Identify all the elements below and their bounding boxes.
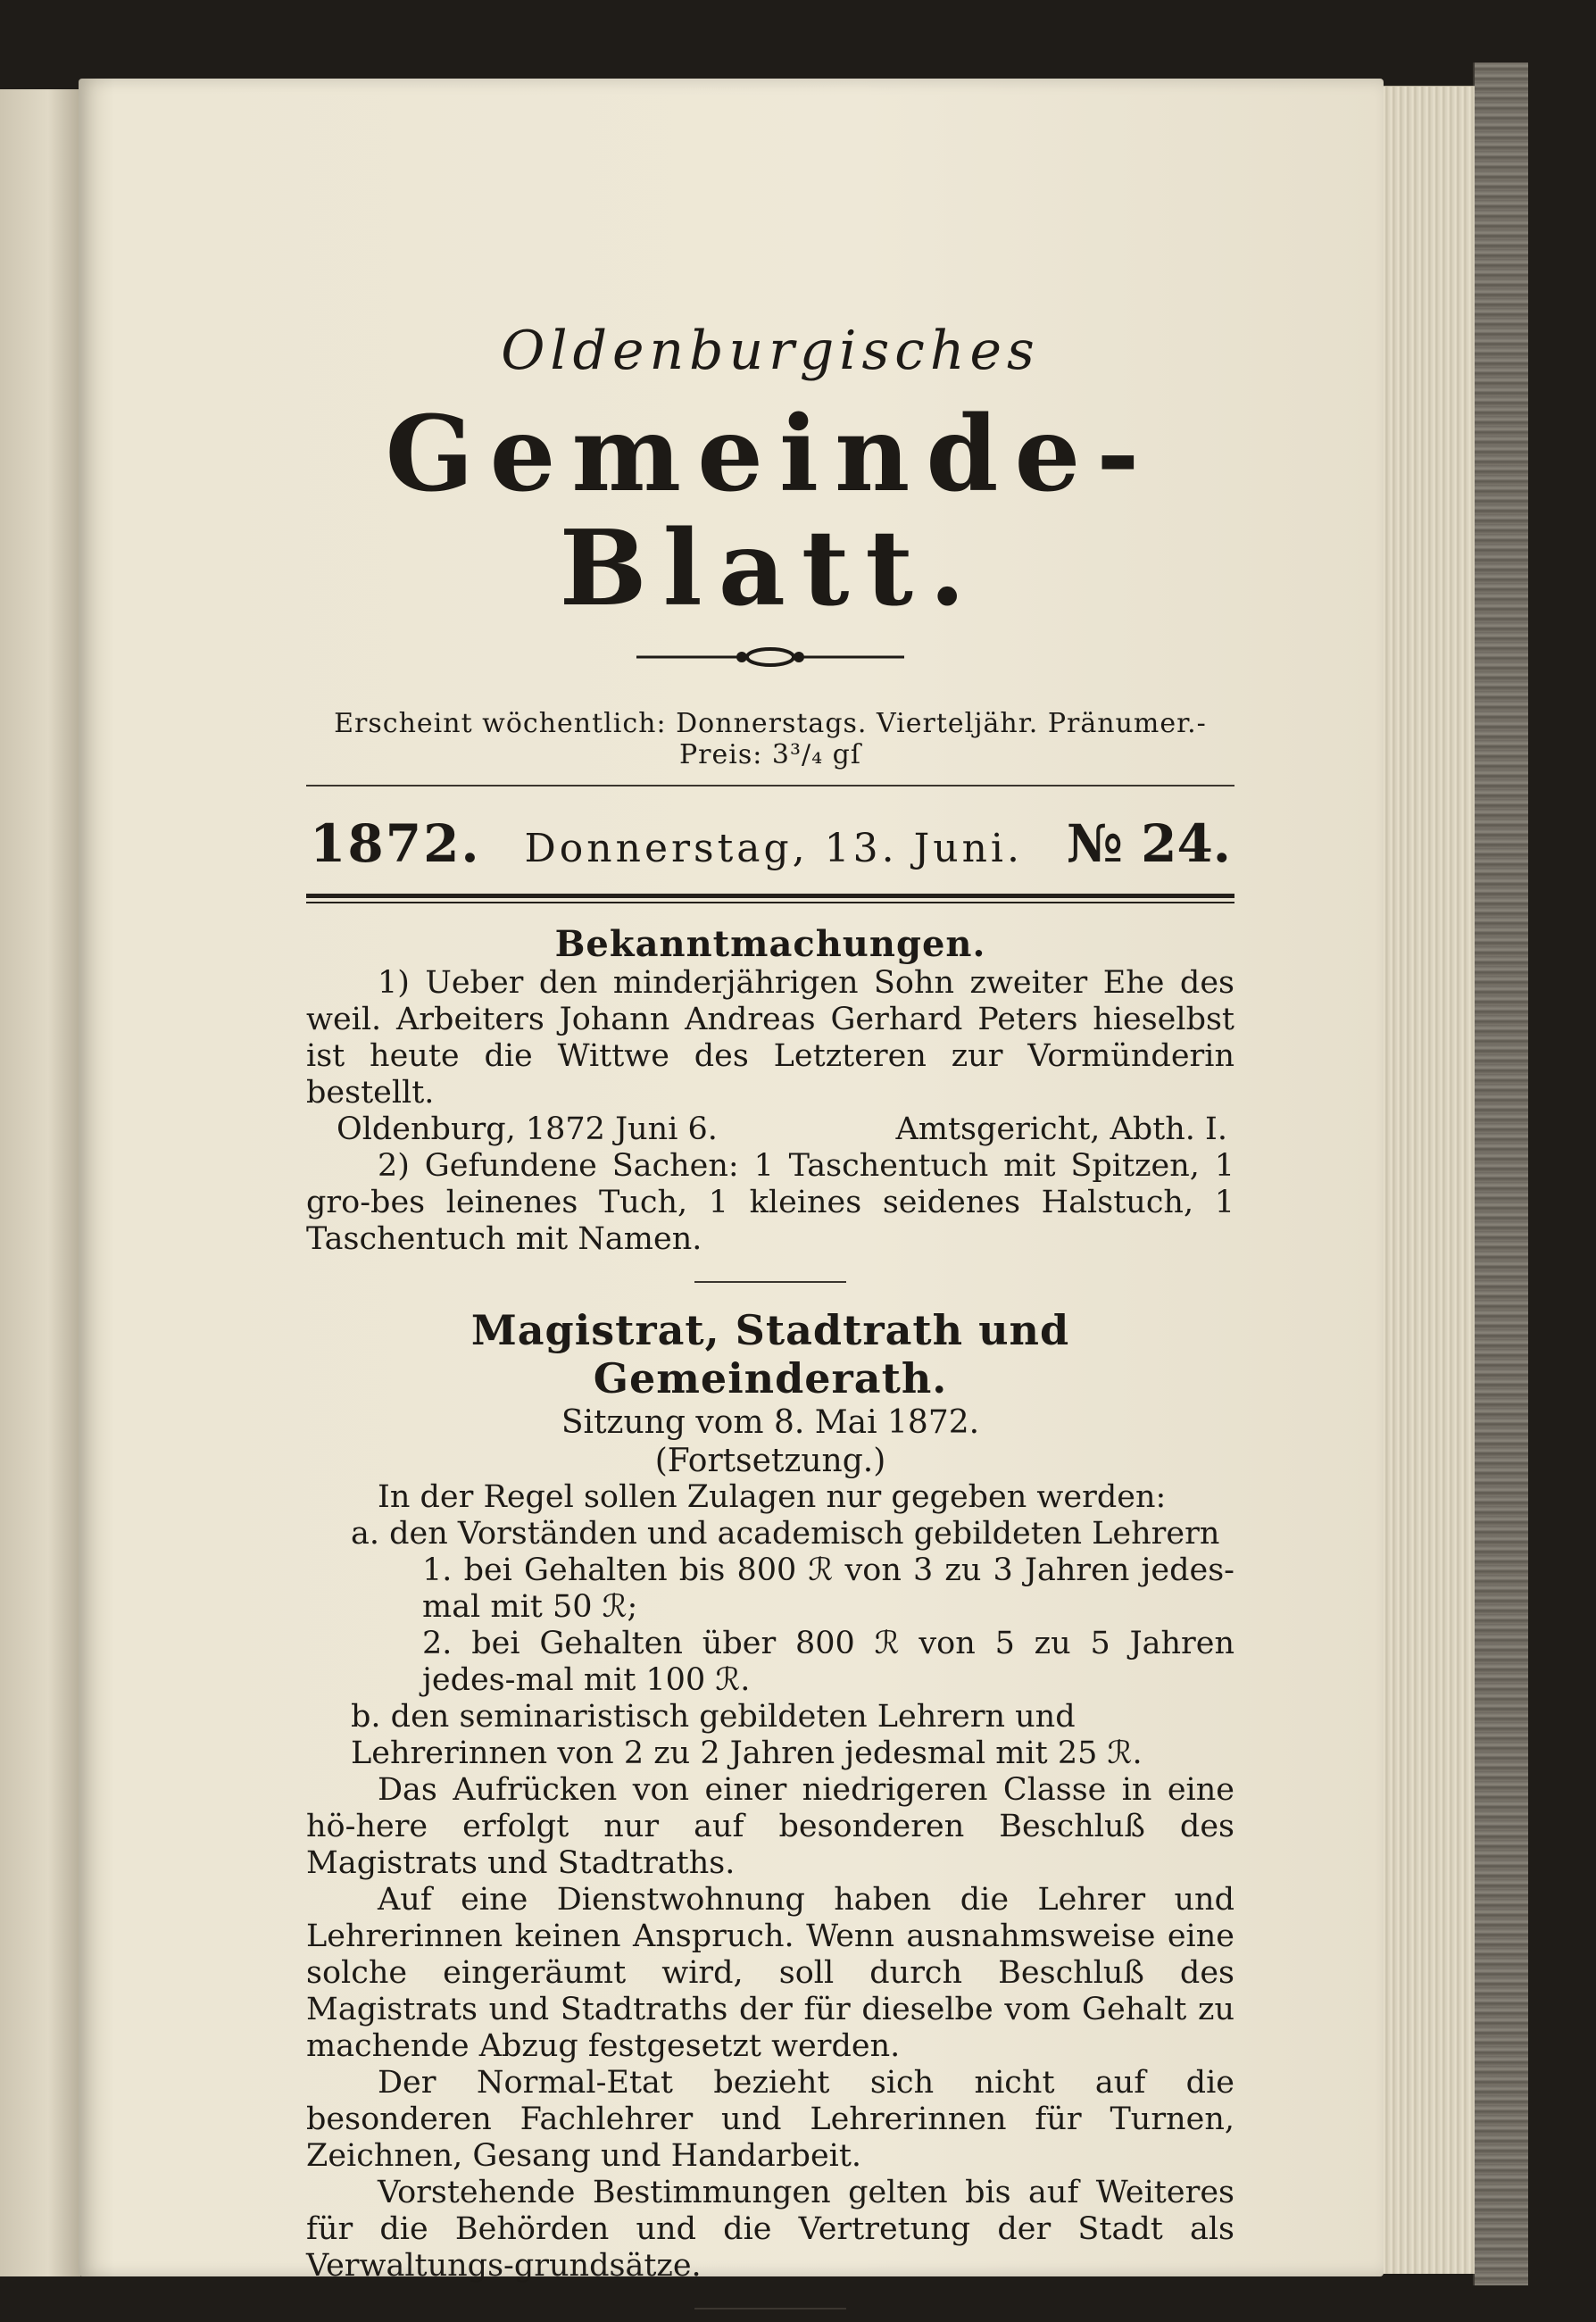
- book-cover-edge: [1473, 62, 1528, 2285]
- notice-1-place-date: Oldenburg, 1872 Juni 6.: [337, 1111, 718, 1148]
- rule-intro: In der Regel sollen Zulagen nur gegeben werden:: [378, 1479, 1167, 1516]
- rule-double-top: [306, 894, 1234, 898]
- list-text: den Vorständen und academisch gebildeten Lehrern: [389, 1516, 1220, 1552]
- publication-info: Erscheint wöchentlich: Donnerstags. Vierteljähr. Pränumer.-Preis: 3³/₄ gſ: [334, 708, 1207, 771]
- list-text: bei Gehalten bis 800 ℛ von 3 zu 3 Jahren jedes-mal mit 50 ℛ;: [422, 1552, 1234, 1626]
- list-text: den seminaristisch gebildeten Lehrern und Lehrerinnen von 2 zu 2 Jahren jedesmal mit 25 ℛ.: [351, 1699, 1143, 1772]
- end-divider: [694, 2308, 846, 2310]
- page-content: [306, 320, 1234, 2322]
- paragraph-normal-etat: Der Normal-Etat bezieht sich nicht auf die besonderen Fachlehrer und Lehrerinnen für Turnen, Zeichnen, Gesang und Handarbeit.: [306, 2065, 1234, 2175]
- list-item-a2: [306, 1626, 1234, 1699]
- section-divider: [694, 1281, 846, 1283]
- rule-double-bottom: [306, 902, 1234, 903]
- issue-year: 1872.: [310, 813, 481, 875]
- continuation-note: (Fortsetzung.): [654, 1443, 886, 1480]
- masthead-subtitle: Oldenburgisches: [501, 320, 1040, 382]
- list-label: 2.: [422, 1626, 453, 1662]
- list-label: b.: [351, 1699, 381, 1735]
- list-item-a: [306, 1516, 1234, 1552]
- section-heading-bekanntmachungen: Bekanntmachungen.: [554, 923, 986, 966]
- masthead-title: Gemeinde-Blatt.: [385, 394, 1156, 629]
- rule-top: [306, 785, 1234, 786]
- dateline: [306, 813, 1234, 874]
- list-label: a.: [351, 1516, 379, 1552]
- notice-2: 2) Gefundene Sachen: 1 Taschentuch mit Spitzen, 1 gro-bes leinenes Tuch, 1 kleines seidenes Halstuch, 1 Taschentuch mit Namen.: [306, 1148, 1234, 1258]
- section-heading-magistrat: Magistrat, Stadtrath und Gemeinderath.: [470, 1306, 1070, 1403]
- page-stack-edge: [1375, 86, 1475, 2274]
- newspaper-page: [79, 79, 1384, 2285]
- ornament-divider-icon: [636, 644, 904, 670]
- issue-number: № 24.: [1066, 813, 1231, 875]
- list-item-b: [306, 1699, 1234, 1772]
- notice-1-signature: [306, 1111, 1234, 1148]
- paragraph-dienstwohnung: Auf eine Dienstwohnung haben die Lehrer und Lehrerinnen keinen Anspruch. Wenn ausnahmsweise eine solche eingeräumt wird, soll durch Beschluß des Magistrats und Stadtraths der für dieselbe vom Gehalt zu machende Abzug festgesetzt werden.: [306, 1882, 1234, 2065]
- list-text: bei Gehalten über 800 ℛ von 5 zu 5 Jahren jedes-mal mit 100 ℛ.: [422, 1626, 1234, 1699]
- list-item-a1: [306, 1552, 1234, 1626]
- session-date: Sitzung vom 8. Mai 1872.: [561, 1404, 980, 1442]
- notice-1: 1) Ueber den minderjährigen Sohn zweiter Ehe des weil. Arbeiters Johann Andreas Gerhard Peters hieselbst ist heute die Wittwe des Letzteren zur Vormünderin bestellt.: [306, 965, 1234, 1111]
- paragraph-vorstehende: Vorstehende Bestimmungen gelten bis auf Weiteres für die Behörden und die Vertretung der Stadt als Verwaltungs-grundsätze.: [306, 2175, 1234, 2285]
- paragraph-aufruecken: Das Aufrücken von einer niedrigeren Classe in eine hö-here erfolgt nur auf besonderen Beschluß des Magistrats und Stadtraths.: [306, 1772, 1234, 1882]
- issue-date: Donnerstag, 13. Juni.: [524, 826, 1023, 872]
- facing-page-edge: [0, 89, 80, 2276]
- list-label: 1.: [422, 1552, 453, 1589]
- notice-1-court: Amtsgericht, Abth. I.: [895, 1111, 1227, 1148]
